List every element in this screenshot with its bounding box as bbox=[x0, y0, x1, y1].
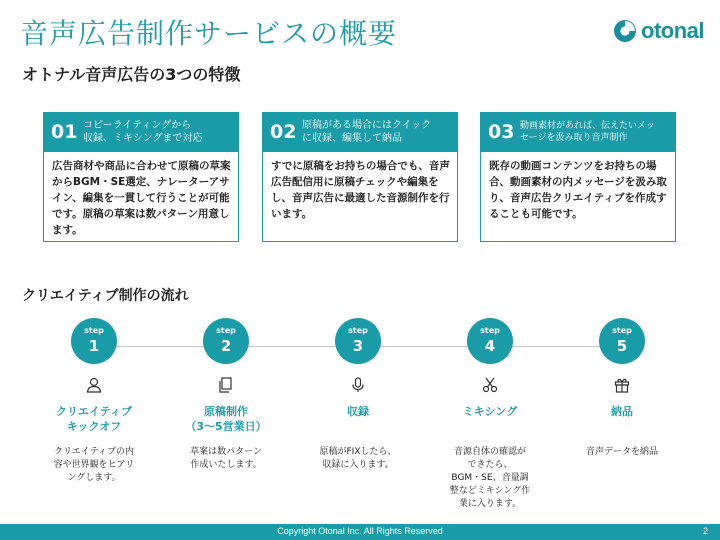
step-desc-line: BGM・SE、音量調 bbox=[451, 473, 529, 483]
otonal-logo bbox=[614, 18, 704, 44]
person-icon bbox=[85, 376, 103, 394]
step-word: step bbox=[612, 326, 632, 335]
step-desc-line: 整などミキシング作 bbox=[449, 486, 531, 496]
step-desc-line: 作成いたします。 bbox=[190, 460, 262, 470]
step-circle bbox=[335, 318, 381, 364]
step-label-line: 納品 bbox=[611, 405, 633, 418]
step-word: step bbox=[84, 326, 104, 335]
step-word: step bbox=[216, 326, 236, 335]
step-word: step bbox=[348, 326, 368, 335]
feature-body: 広告商材や商品に合わせて原稿の草案からBGM・SE選定、ナレーターアサイン、編集を一貫して行うことが可能です。原稿の草案は数パターン用意します。 bbox=[43, 152, 239, 242]
step-label-line: ミキシング bbox=[462, 405, 518, 418]
step-circle bbox=[71, 318, 117, 364]
feature-number: 01 bbox=[51, 121, 78, 143]
step-desc-line: 業に入ります。 bbox=[458, 499, 522, 509]
footer-bar bbox=[0, 524, 720, 540]
copyright-text: Copyright Otonal Inc. All Rights Reserved bbox=[277, 526, 443, 536]
step-label bbox=[300, 404, 416, 419]
feature-card-header bbox=[43, 112, 239, 152]
gift-icon bbox=[613, 376, 631, 394]
step-desc-line: できたら、 bbox=[467, 460, 513, 470]
step-desc-line: 音声データを納品 bbox=[585, 447, 658, 457]
page-number: 2 bbox=[702, 526, 708, 536]
step-description bbox=[168, 446, 284, 472]
step-label-line: 収録 bbox=[347, 405, 369, 418]
feature-heading-line: 原稿がある場合にはクイック bbox=[302, 120, 432, 131]
step-number: 2 bbox=[220, 337, 232, 355]
step-word: step bbox=[480, 326, 500, 335]
step-label-line: クリエイティブ bbox=[56, 405, 132, 418]
flow-title: クリエイティブ制作の流れ bbox=[22, 288, 189, 304]
step-desc-line: クリエイティブの内 bbox=[53, 447, 135, 457]
step-label bbox=[564, 404, 680, 419]
feature-heading-line: セージを汲み取り音声制作 bbox=[520, 133, 628, 143]
feature-heading-line: 動画素材があれば、伝えたいメッ bbox=[520, 121, 656, 131]
feature-heading-line: 収録、ミキシングまで対応 bbox=[83, 133, 203, 144]
feature-heading bbox=[83, 119, 202, 145]
feature-number: 02 bbox=[270, 121, 297, 143]
feature-heading bbox=[302, 119, 431, 145]
step-desc-line: 原稿がFIXしたら、 bbox=[319, 447, 397, 457]
step-circle bbox=[599, 318, 645, 364]
step-number: 3 bbox=[352, 337, 364, 355]
feature-body: すでに原稿をお持ちの場合でも、音声広告配信用に原稿チェックや編集をし、音声広告に最適した音源制作を行います。 bbox=[262, 152, 458, 242]
feature-heading bbox=[520, 120, 655, 144]
scissors-icon bbox=[481, 376, 499, 394]
step-circle bbox=[467, 318, 513, 364]
section-subtitle: オトナル音声広告の3つの特徴 bbox=[22, 65, 241, 84]
step-desc-line: 音源自体の確認が bbox=[453, 447, 526, 457]
step-desc-line: 容や世界観をヒアリ bbox=[53, 460, 135, 470]
step-label-line: キックオフ bbox=[66, 420, 122, 433]
feature-heading-line: に収録、編集して納品 bbox=[302, 133, 402, 144]
feature-number: 03 bbox=[488, 121, 515, 143]
step-number: 4 bbox=[484, 337, 496, 355]
feature-card bbox=[262, 112, 458, 242]
feature-card bbox=[43, 112, 239, 242]
step-number: 1 bbox=[88, 337, 100, 355]
step-desc-line: 収録に入ります。 bbox=[322, 460, 394, 470]
step-description bbox=[432, 446, 548, 511]
feature-card-header bbox=[480, 112, 676, 152]
microphone-icon bbox=[349, 376, 367, 394]
step-label-line: 原稿制作 bbox=[204, 405, 248, 418]
feature-heading-line: コピーライティングから bbox=[83, 120, 192, 131]
step-label bbox=[36, 404, 152, 434]
step-description bbox=[564, 446, 680, 459]
step-circle bbox=[203, 318, 249, 364]
logo-text: otonal bbox=[641, 18, 704, 43]
step-label bbox=[168, 404, 284, 434]
document-icon bbox=[217, 376, 235, 394]
page-title: 音声広告制作サービスの概要 bbox=[20, 17, 398, 50]
step-desc-line: ングします。 bbox=[67, 473, 121, 483]
step-label bbox=[432, 404, 548, 419]
step-description bbox=[36, 446, 152, 485]
step-number: 5 bbox=[616, 337, 628, 355]
step-desc-line: 草案は数パターン bbox=[190, 447, 262, 457]
step-description bbox=[300, 446, 416, 472]
feature-body: 既存の動画コンテンツをお持ちの場合、動画素材の内メッセージを汲み取り、音声広告クリエイティブを作成することも可能です。 bbox=[480, 152, 676, 242]
step-label-line: （3〜5営業日） bbox=[185, 420, 267, 433]
feature-card-header bbox=[262, 112, 458, 152]
feature-card bbox=[480, 112, 676, 242]
otonal-logo-icon bbox=[614, 19, 636, 43]
